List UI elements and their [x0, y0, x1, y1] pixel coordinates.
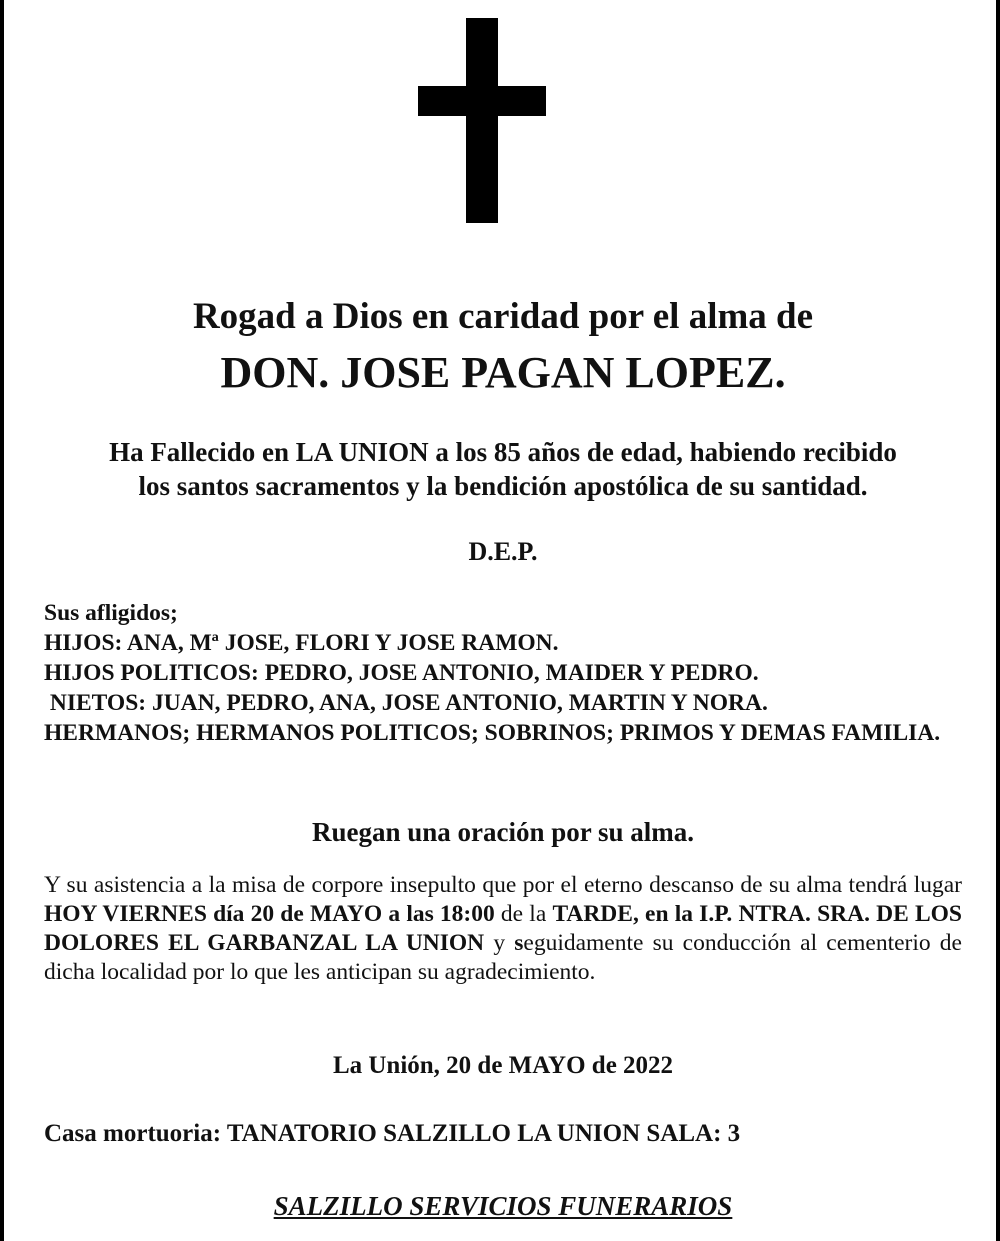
mass-text: y: [484, 930, 515, 956]
family-grandchildren: NIETOS: JUAN, PEDRO, ANA, JOSE ANTONIO, MARTIN Y NORA.: [44, 690, 768, 716]
prayer-request: Ruegan una oración por su alma.: [311, 817, 695, 847]
mass-place: en la I.P. NTRA. SRA. DE LOS DOLORES EL GARBANZAL LA UNION: [44, 901, 963, 956]
family-children-in-law: HIJOS POLITICOS: PEDRO, JOSE ANTONIO, MAIDER Y PEDRO.: [44, 660, 759, 686]
mass-text: ,: [632, 901, 646, 927]
funeral-home-signature: SALZILLO SERVICIOS FUNERARIOS: [273, 1191, 733, 1221]
mass-text: Y su asistencia a la misa de corpore insepulto que por el eterno descanso de su alma tendrá lugar: [44, 872, 962, 898]
mass-when: HOY VIERNES día 20 de MAYO a las 18:00: [44, 901, 495, 927]
family-list: [44, 598, 962, 748]
family-intro: Sus afligidos;: [44, 600, 178, 626]
mortuary-line: Casa mortuoria: TANATORIO SALZILLO LA UNION SALA: 3: [44, 1120, 741, 1147]
mass-paragraph: [44, 871, 962, 987]
family-children: HIJOS: ANA, Mª JOSE, FLORI Y JOSE RAMON.: [44, 630, 559, 656]
date-line: La Unión, 20 de MAYO de 2022: [332, 1052, 674, 1079]
cross-icon: [418, 18, 546, 223]
dep-text: D.E.P.: [468, 537, 538, 566]
mass-text: de la: [494, 901, 553, 927]
mass-text: s: [514, 930, 524, 956]
mass-tarde: TARDE: [552, 901, 633, 927]
family-others: HERMANOS; HERMANOS POLITICOS; SOBRINOS; PRIMOS Y DEMAS FAMILIA.: [44, 720, 941, 746]
death-notice-line-1: Ha Fallecido en LA UNION a los 85 años de edad, habiendo recibido: [109, 437, 897, 467]
death-notice-line-2: los santos sacramentos y la bendición apostólica de su santidad.: [138, 471, 868, 501]
death-notice: [44, 435, 962, 503]
deceased-name: DON. JOSE PAGAN LOPEZ.: [220, 348, 786, 397]
invocation-text: Rogad a Dios en caridad por el alma de: [192, 296, 814, 337]
mass-text: eguidamente su conducción al cementerio de dicha localidad por lo que les anticipan su agradecimiento.: [44, 930, 962, 985]
